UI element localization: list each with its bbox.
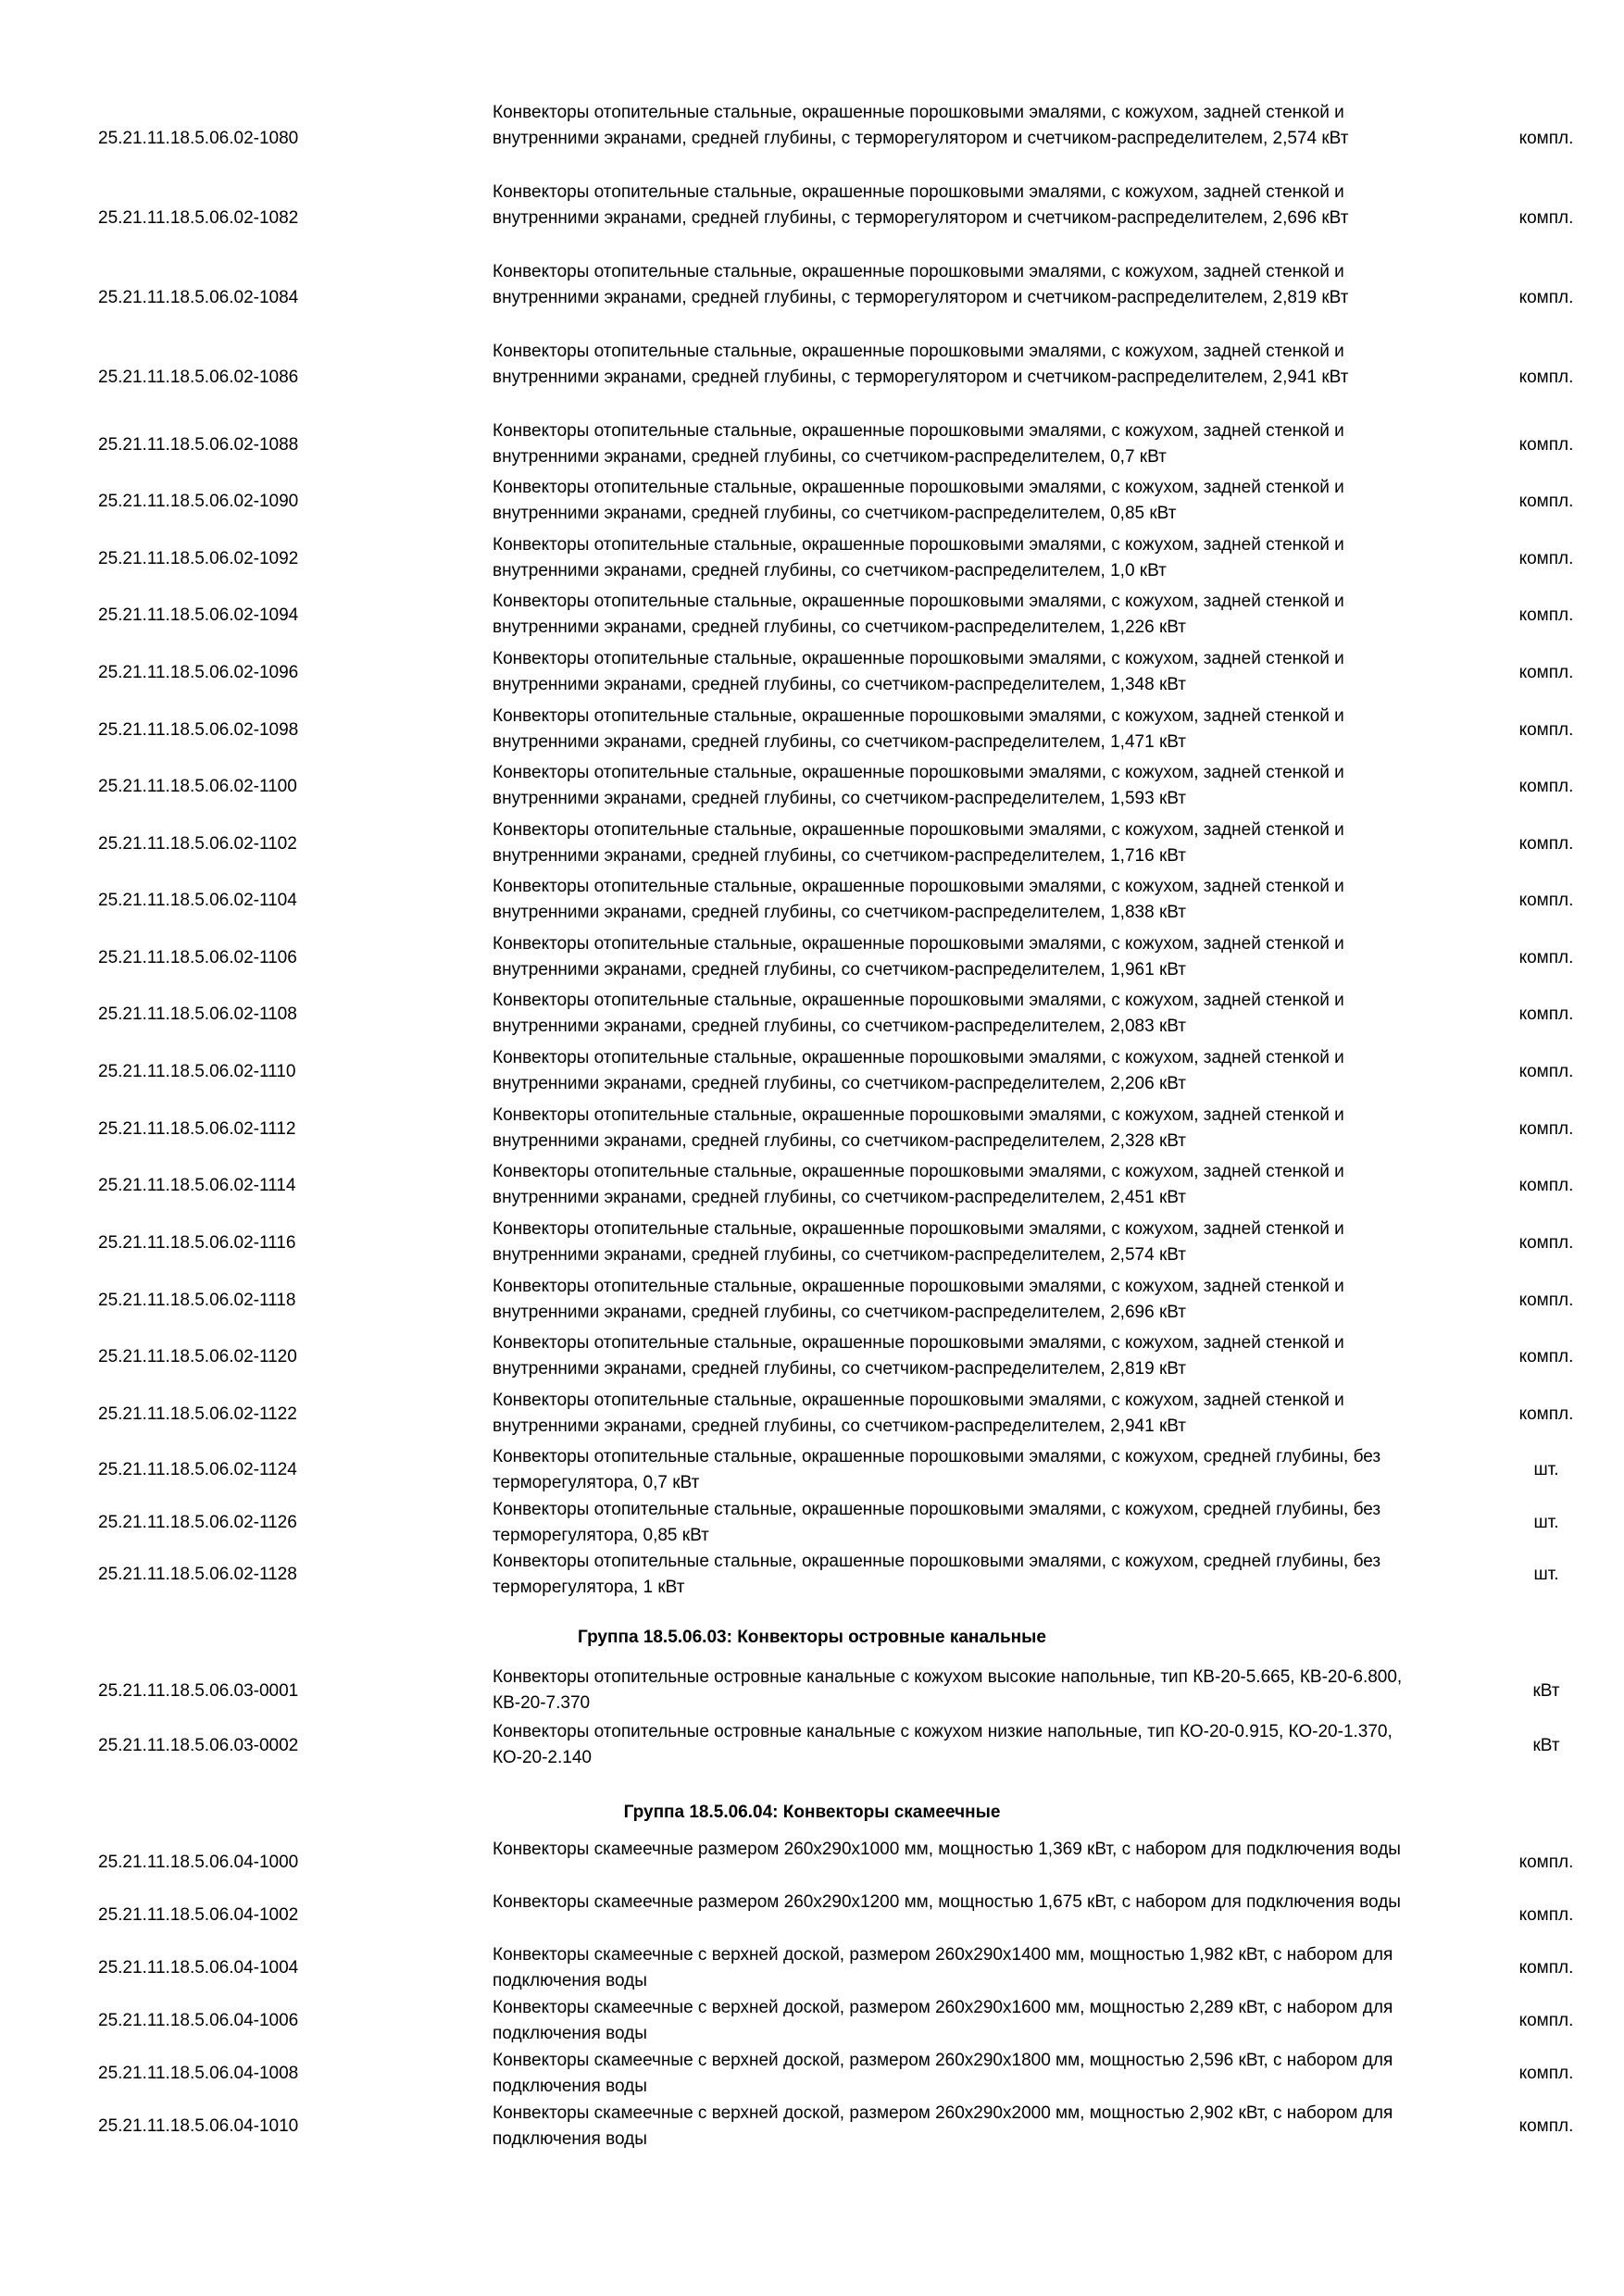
item-code: 25.21.11.18.5.06.02-1118 (98, 1291, 296, 1310)
item-unit: компл. (1518, 368, 1574, 387)
table-row (0, 760, 1624, 814)
table-row (0, 1388, 1624, 1441)
table-row (0, 704, 1624, 757)
item-description: Конвекторы отопительные островные канальные с кожухом низкие напольные, тип КО-20-0.915, КО-20-1.370, КО-20-2.140 (493, 1722, 1393, 1767)
item-unit: шт. (1533, 1565, 1559, 1584)
item-unit: шт. (1533, 1513, 1559, 1532)
item-description: Конвекторы отопительные стальные, окрашенные порошковыми эмалями, с кожухом, средней глубины, без терморегулятора, 0,7 кВт (493, 1447, 1381, 1492)
item-unit: компл. (1518, 1004, 1574, 1024)
item-description: Конвекторы отопительные стальные, окрашенные порошковыми эмалями, с кожухом, задней стенкой и внутренними экранами, средней глубины, со счетчиком-распределителем, 1,593 кВт (493, 763, 1344, 808)
item-code: 25.21.11.18.5.06.02-1110 (98, 1062, 296, 1081)
item-code: 25.21.11.18.5.06.02-1112 (98, 1119, 296, 1139)
table-row (0, 988, 1624, 1042)
group-title: Группа 18.5.06.03: Конвекторы островные канальные (578, 1628, 1046, 1647)
item-description: Конвекторы скамеечные размером 260х290х1200 мм, мощностью 1,675 кВт, с набором для подключения воды (493, 1892, 1401, 1912)
item-description: Конвекторы отопительные стальные, окрашенные порошковыми эмалями, с кожухом, задней стенкой и внутренними экранами, средней глубины, с терморегулятором и счетчиком-распределителем, 2,941 кВт (493, 342, 1349, 387)
item-code: 25.21.11.18.5.06.03-0001 (98, 1681, 299, 1701)
item-description: Конвекторы отопительные стальные, окрашенные порошковыми эмалями, с кожухом, задней стенкой и внутренними экранами, средней глубины, со счетчиком-распределителем, 1,471 кВт (493, 706, 1344, 752)
item-description: Конвекторы скамеечные с верхней доской, размером 260х290х1600 мм, мощностью 2,289 кВт, с набором для подключения воды (493, 1998, 1393, 2043)
item-unit: компл. (1518, 129, 1574, 148)
item-code: 25.21.11.18.5.06.02-1084 (98, 288, 299, 307)
item-unit: компл. (1518, 1958, 1574, 1978)
table-row (0, 1330, 1624, 1384)
item-code: 25.21.11.18.5.06.04-1010 (98, 2116, 299, 2136)
item-description: Конвекторы отопительные стальные, окрашенные порошковыми эмалями, с кожухом, задней стенкой и внутренними экранами, средней глубины, со счетчиком-распределителем, 1,838 кВт (493, 877, 1344, 922)
item-description: Конвекторы отопительные стальные, окрашенные порошковыми эмалями, с кожухом, задней стенкой и внутренними экранами, средней глубины, со счетчиком-распределителем, 0,7 кВт (493, 421, 1344, 467)
item-unit: компл. (1518, 663, 1574, 682)
item-description: Конвекторы отопительные стальные, окрашенные порошковыми эмалями, с кожухом, задней стенкой и внутренними экранами, средней глубины, со счетчиком-распределителем, 1,716 кВт (493, 820, 1344, 866)
table-row (0, 1217, 1624, 1270)
item-code: 25.21.11.18.5.06.02-1090 (98, 492, 299, 511)
table-row (0, 1995, 1624, 2047)
item-unit: компл. (1518, 2116, 1574, 2136)
item-description: Конвекторы отопительные стальные, окрашенные порошковыми эмалями, с кожухом, задней стенкой и внутренними экранами, средней глубины, со счетчиком-распределителем, 1,0 кВт (493, 535, 1344, 580)
table-row (0, 1103, 1624, 1156)
item-code: 25.21.11.18.5.06.02-1104 (98, 891, 297, 910)
item-unit: компл. (1518, 492, 1574, 511)
item-description: Конвекторы отопительные стальные, окрашенные порошковыми эмалями, с кожухом, задней стенкой и внутренними экранами, средней глубины, со счетчиком-распределителем, 2,941 кВт (493, 1391, 1344, 1436)
item-code: 25.21.11.18.5.06.02-1122 (98, 1404, 297, 1424)
item-unit: компл. (1518, 208, 1574, 228)
item-description: Конвекторы отопительные стальные, окрашенные порошковыми эмалями, с кожухом, задней стенкой и внутренними экранами, средней глубины, с терморегулятором и счетчиком-распределителем, 2,819 кВт (493, 262, 1349, 307)
table-row (0, 817, 1624, 871)
item-code: 25.21.11.18.5.06.02-1092 (98, 549, 299, 568)
item-unit: компл. (1518, 1905, 1574, 1925)
item-code: 25.21.11.18.5.06.02-1096 (98, 663, 299, 682)
table-row (0, 1497, 1624, 1549)
item-unit: компл. (1518, 549, 1574, 568)
table-row (0, 418, 1624, 472)
table-row (0, 339, 1624, 417)
item-unit: кВт (1532, 1736, 1560, 1755)
table-row (0, 1890, 1624, 1941)
item-code: 25.21.11.18.5.06.02-1100 (98, 777, 297, 796)
item-unit: компл. (1518, 2011, 1574, 2030)
item-code: 25.21.11.18.5.06.02-1080 (98, 129, 299, 148)
item-code: 25.21.11.18.5.06.02-1094 (98, 605, 299, 625)
item-unit: компл. (1518, 288, 1574, 307)
item-description: Конвекторы отопительные стальные, окрашенные порошковыми эмалями, с кожухом, задней стенкой и внутренними экранами, средней глубины, со счетчиком-распределителем, 1,961 кВт (493, 934, 1344, 980)
table-row (0, 1665, 1624, 1718)
item-unit: компл. (1518, 1233, 1574, 1253)
table-row (0, 2101, 1624, 2152)
item-code: 25.21.11.18.5.06.02-1082 (98, 208, 299, 228)
table-row (0, 1942, 1624, 1994)
item-description: Конвекторы отопительные стальные, окрашенные порошковыми эмалями, с кожухом, задней стенкой и внутренними экранами, средней глубины, со счетчиком-распределителем, 1,226 кВт (493, 592, 1344, 637)
group-title: Группа 18.5.06.04: Конвекторы скамеечные (623, 1803, 1001, 1822)
item-unit: компл. (1518, 720, 1574, 740)
table-row (0, 1045, 1624, 1099)
item-unit: компл. (1518, 1291, 1574, 1310)
item-code: 25.21.11.18.5.06.02-1088 (98, 435, 299, 455)
table-row (0, 931, 1624, 985)
table-row (0, 100, 1624, 178)
item-description: Конвекторы скамеечные с верхней доской, размером 260х290х1800 мм, мощностью 2,596 кВт, с набором для подключения воды (493, 2051, 1393, 2096)
item-description: Конвекторы скамеечные с верхней доской, размером 260х290х1400 мм, мощностью 1,982 кВт, с набором для подключения воды (493, 1945, 1393, 1990)
item-description: Конвекторы отопительные стальные, окрашенные порошковыми эмалями, с кожухом, задней стенкой и внутренними экранами, средней глубины, со счетчиком-распределителем, 2,819 кВт (493, 1333, 1344, 1379)
item-description: Конвекторы отопительные стальные, окрашенные порошковыми эмалями, с кожухом, задней стенкой и внутренними экранами, средней глубины, со счетчиком-распределителем, 2,451 кВт (493, 1162, 1344, 1207)
item-code: 25.21.11.18.5.06.04-1000 (98, 1853, 299, 1872)
table-row (0, 589, 1624, 643)
item-unit: компл. (1518, 834, 1574, 854)
table-row (0, 1837, 1624, 1889)
item-description: Конвекторы отопительные островные канальные с кожухом высокие напольные, тип КВ-20-5.665, КВ-20-6.800, КВ-20-7.370 (493, 1667, 1403, 1713)
table-row (0, 874, 1624, 928)
item-code: 25.21.11.18.5.06.04-1008 (98, 2064, 299, 2083)
item-description: Конвекторы отопительные стальные, окрашенные порошковыми эмалями, с кожухом, задней стенкой и внутренними экранами, средней глубины, со счетчиком-распределителем, 1,348 кВт (493, 649, 1344, 694)
table-row (0, 2048, 1624, 2100)
item-description: Конвекторы отопительные стальные, окрашенные порошковыми эмалями, с кожухом, задней стенкой и внутренними экранами, средней глубины, с терморегулятором и счетчиком-распределителем, 2,696 кВт (493, 182, 1349, 228)
table-row (0, 1549, 1624, 1601)
table-row (0, 646, 1624, 700)
item-unit: компл. (1518, 1176, 1574, 1195)
item-code: 25.21.11.18.5.06.02-1114 (98, 1176, 296, 1195)
item-code: 25.21.11.18.5.06.02-1128 (98, 1565, 297, 1584)
item-code: 25.21.11.18.5.06.04-1004 (98, 1958, 299, 1978)
item-code: 25.21.11.18.5.06.04-1006 (98, 2011, 299, 2030)
table-row (0, 1274, 1624, 1328)
item-unit: компл. (1518, 1062, 1574, 1081)
item-description: Конвекторы отопительные стальные, окрашенные порошковыми эмалями, с кожухом, задней стенкой и внутренними экранами, средней глубины, со счетчиком-распределителем, 2,574 кВт (493, 1219, 1344, 1265)
item-code: 25.21.11.18.5.06.02-1102 (98, 834, 297, 854)
item-unit: компл. (1518, 1347, 1574, 1366)
item-description: Конвекторы отопительные стальные, окрашенные порошковыми эмалями, с кожухом, задней стенкой и внутренними экранами, средней глубины, со счетчиком-распределителем, 2,083 кВт (493, 991, 1344, 1036)
item-code: 25.21.11.18.5.06.02-1124 (98, 1460, 297, 1479)
item-description: Конвекторы отопительные стальные, окрашенные порошковыми эмалями, с кожухом, задней стенкой и внутренними экранами, средней глубины, со счетчиком-распределителем, 2,328 кВт (493, 1105, 1344, 1151)
item-code: 25.21.11.18.5.06.02-1120 (98, 1347, 297, 1366)
item-description: Конвекторы отопительные стальные, окрашенные порошковыми эмалями, с кожухом, средней глубины, без терморегулятора, 0,85 кВт (493, 1500, 1381, 1545)
item-description: Конвекторы скамеечные размером 260х290х1000 мм, мощностью 1,369 кВт, с набором для подключения воды (493, 1840, 1401, 1859)
item-description: Конвекторы скамеечные с верхней доской, размером 260х290х2000 мм, мощностью 2,902 кВт, с набором для подключения воды (493, 2103, 1393, 2149)
item-description: Конвекторы отопительные стальные, окрашенные порошковыми эмалями, с кожухом, средней глубины, без терморегулятора, 1 кВт (493, 1552, 1381, 1597)
item-unit: кВт (1532, 1681, 1560, 1701)
item-description: Конвекторы отопительные стальные, окрашенные порошковыми эмалями, с кожухом, задней стенкой и внутренними экранами, средней глубины, со счетчиком-распределителем, 2,206 кВт (493, 1048, 1344, 1093)
item-description: Конвекторы отопительные стальные, окрашенные порошковыми эмалями, с кожухом, задней стенкой и внутренними экранами, средней глубины, со счетчиком-распределителем, 2,696 кВт (493, 1277, 1344, 1322)
item-code: 25.21.11.18.5.06.02-1126 (98, 1513, 297, 1532)
item-unit: компл. (1518, 1119, 1574, 1139)
item-unit: компл. (1518, 435, 1574, 455)
item-unit: компл. (1518, 605, 1574, 625)
table-row (0, 180, 1624, 257)
item-unit: компл. (1518, 948, 1574, 967)
table-row (0, 1444, 1624, 1496)
item-code: 25.21.11.18.5.06.04-1002 (98, 1905, 299, 1925)
item-description: Конвекторы отопительные стальные, окрашенные порошковыми эмалями, с кожухом, задней стенкой и внутренними экранами, средней глубины, со счетчиком-распределителем, 0,85 кВт (493, 478, 1344, 523)
table-row (0, 259, 1624, 337)
item-unit: компл. (1518, 2064, 1574, 2083)
item-description: Конвекторы отопительные стальные, окрашенные порошковыми эмалями, с кожухом, задней стенкой и внутренними экранами, средней глубины, с терморегулятором и счетчиком-распределителем, 2,574 кВт (493, 103, 1349, 148)
item-unit: компл. (1518, 1853, 1574, 1872)
item-code: 25.21.11.18.5.06.02-1116 (98, 1233, 296, 1253)
table-row (0, 1159, 1624, 1213)
item-code: 25.21.11.18.5.06.02-1108 (98, 1004, 297, 1024)
item-unit: компл. (1518, 1404, 1574, 1424)
item-unit: компл. (1518, 891, 1574, 910)
item-code: 25.21.11.18.5.06.02-1086 (98, 368, 299, 387)
item-unit: компл. (1518, 777, 1574, 796)
table-row (0, 475, 1624, 529)
item-code: 25.21.11.18.5.06.02-1098 (98, 720, 299, 740)
item-unit: шт. (1533, 1460, 1559, 1479)
table-row (0, 1719, 1624, 1773)
table-row (0, 532, 1624, 586)
item-code: 25.21.11.18.5.06.02-1106 (98, 948, 297, 967)
item-code: 25.21.11.18.5.06.03-0002 (98, 1736, 299, 1755)
